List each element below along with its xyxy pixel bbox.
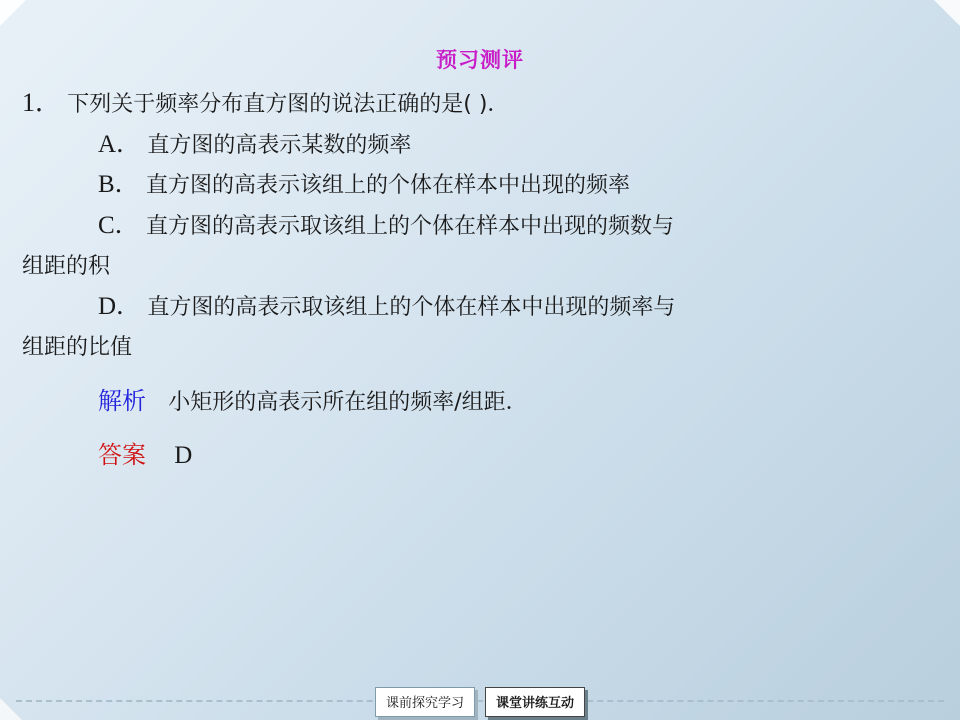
corner-decoration-top-right: [934, 0, 960, 26]
option-d-text: 直方图的高表示取该组上的个体在样本中出现的频率与: [147, 294, 676, 320]
option-a-label: A．: [98, 130, 142, 158]
question-body: [22, 82, 940, 476]
option-b: [22, 165, 940, 206]
analysis-text: 小矩形的高表示所在组的频率/组距．: [168, 389, 528, 415]
option-a-text: 直方图的高表示某数的频率: [147, 132, 412, 158]
analysis-label: 解析: [98, 386, 146, 415]
slide-title: 预习测评: [436, 48, 524, 72]
option-d-wrap-text: 组距的比值: [22, 335, 133, 360]
slide-footer: [0, 674, 960, 720]
option-c-text: 直方图的高表示取该组上的个体在样本中出现的频数与: [145, 213, 674, 239]
option-b-label: B．: [98, 171, 140, 198]
option-c-wrap: [22, 246, 940, 287]
option-d-label: D．: [98, 292, 142, 320]
tab-pre-class-study[interactable]: 课前探究学习: [375, 687, 475, 717]
question-number: 1．: [22, 88, 62, 117]
option-a: [22, 125, 940, 166]
option-c: [22, 206, 940, 247]
option-d-wrap: [22, 327, 940, 368]
tab-in-class-practice[interactable]: 课堂讲练互动: [485, 687, 585, 717]
analysis-row: [22, 382, 940, 422]
answer-label: 答案: [98, 440, 146, 469]
option-b-text: 直方图的高表示该组上的个体在样本中出现的频率: [145, 173, 630, 198]
question-stem-line: [22, 82, 940, 125]
option-d: [22, 287, 940, 328]
footer-tabs: [375, 687, 585, 717]
answer-row: [22, 436, 940, 476]
option-c-label: C．: [98, 211, 140, 239]
corner-decoration-top-left: [0, 0, 26, 26]
question-stem-text: 下列关于频率分布直方图的说法正确的是( )．: [67, 92, 510, 117]
answer-text: D: [174, 441, 193, 469]
option-c-wrap-text: 组距的积: [22, 254, 111, 279]
